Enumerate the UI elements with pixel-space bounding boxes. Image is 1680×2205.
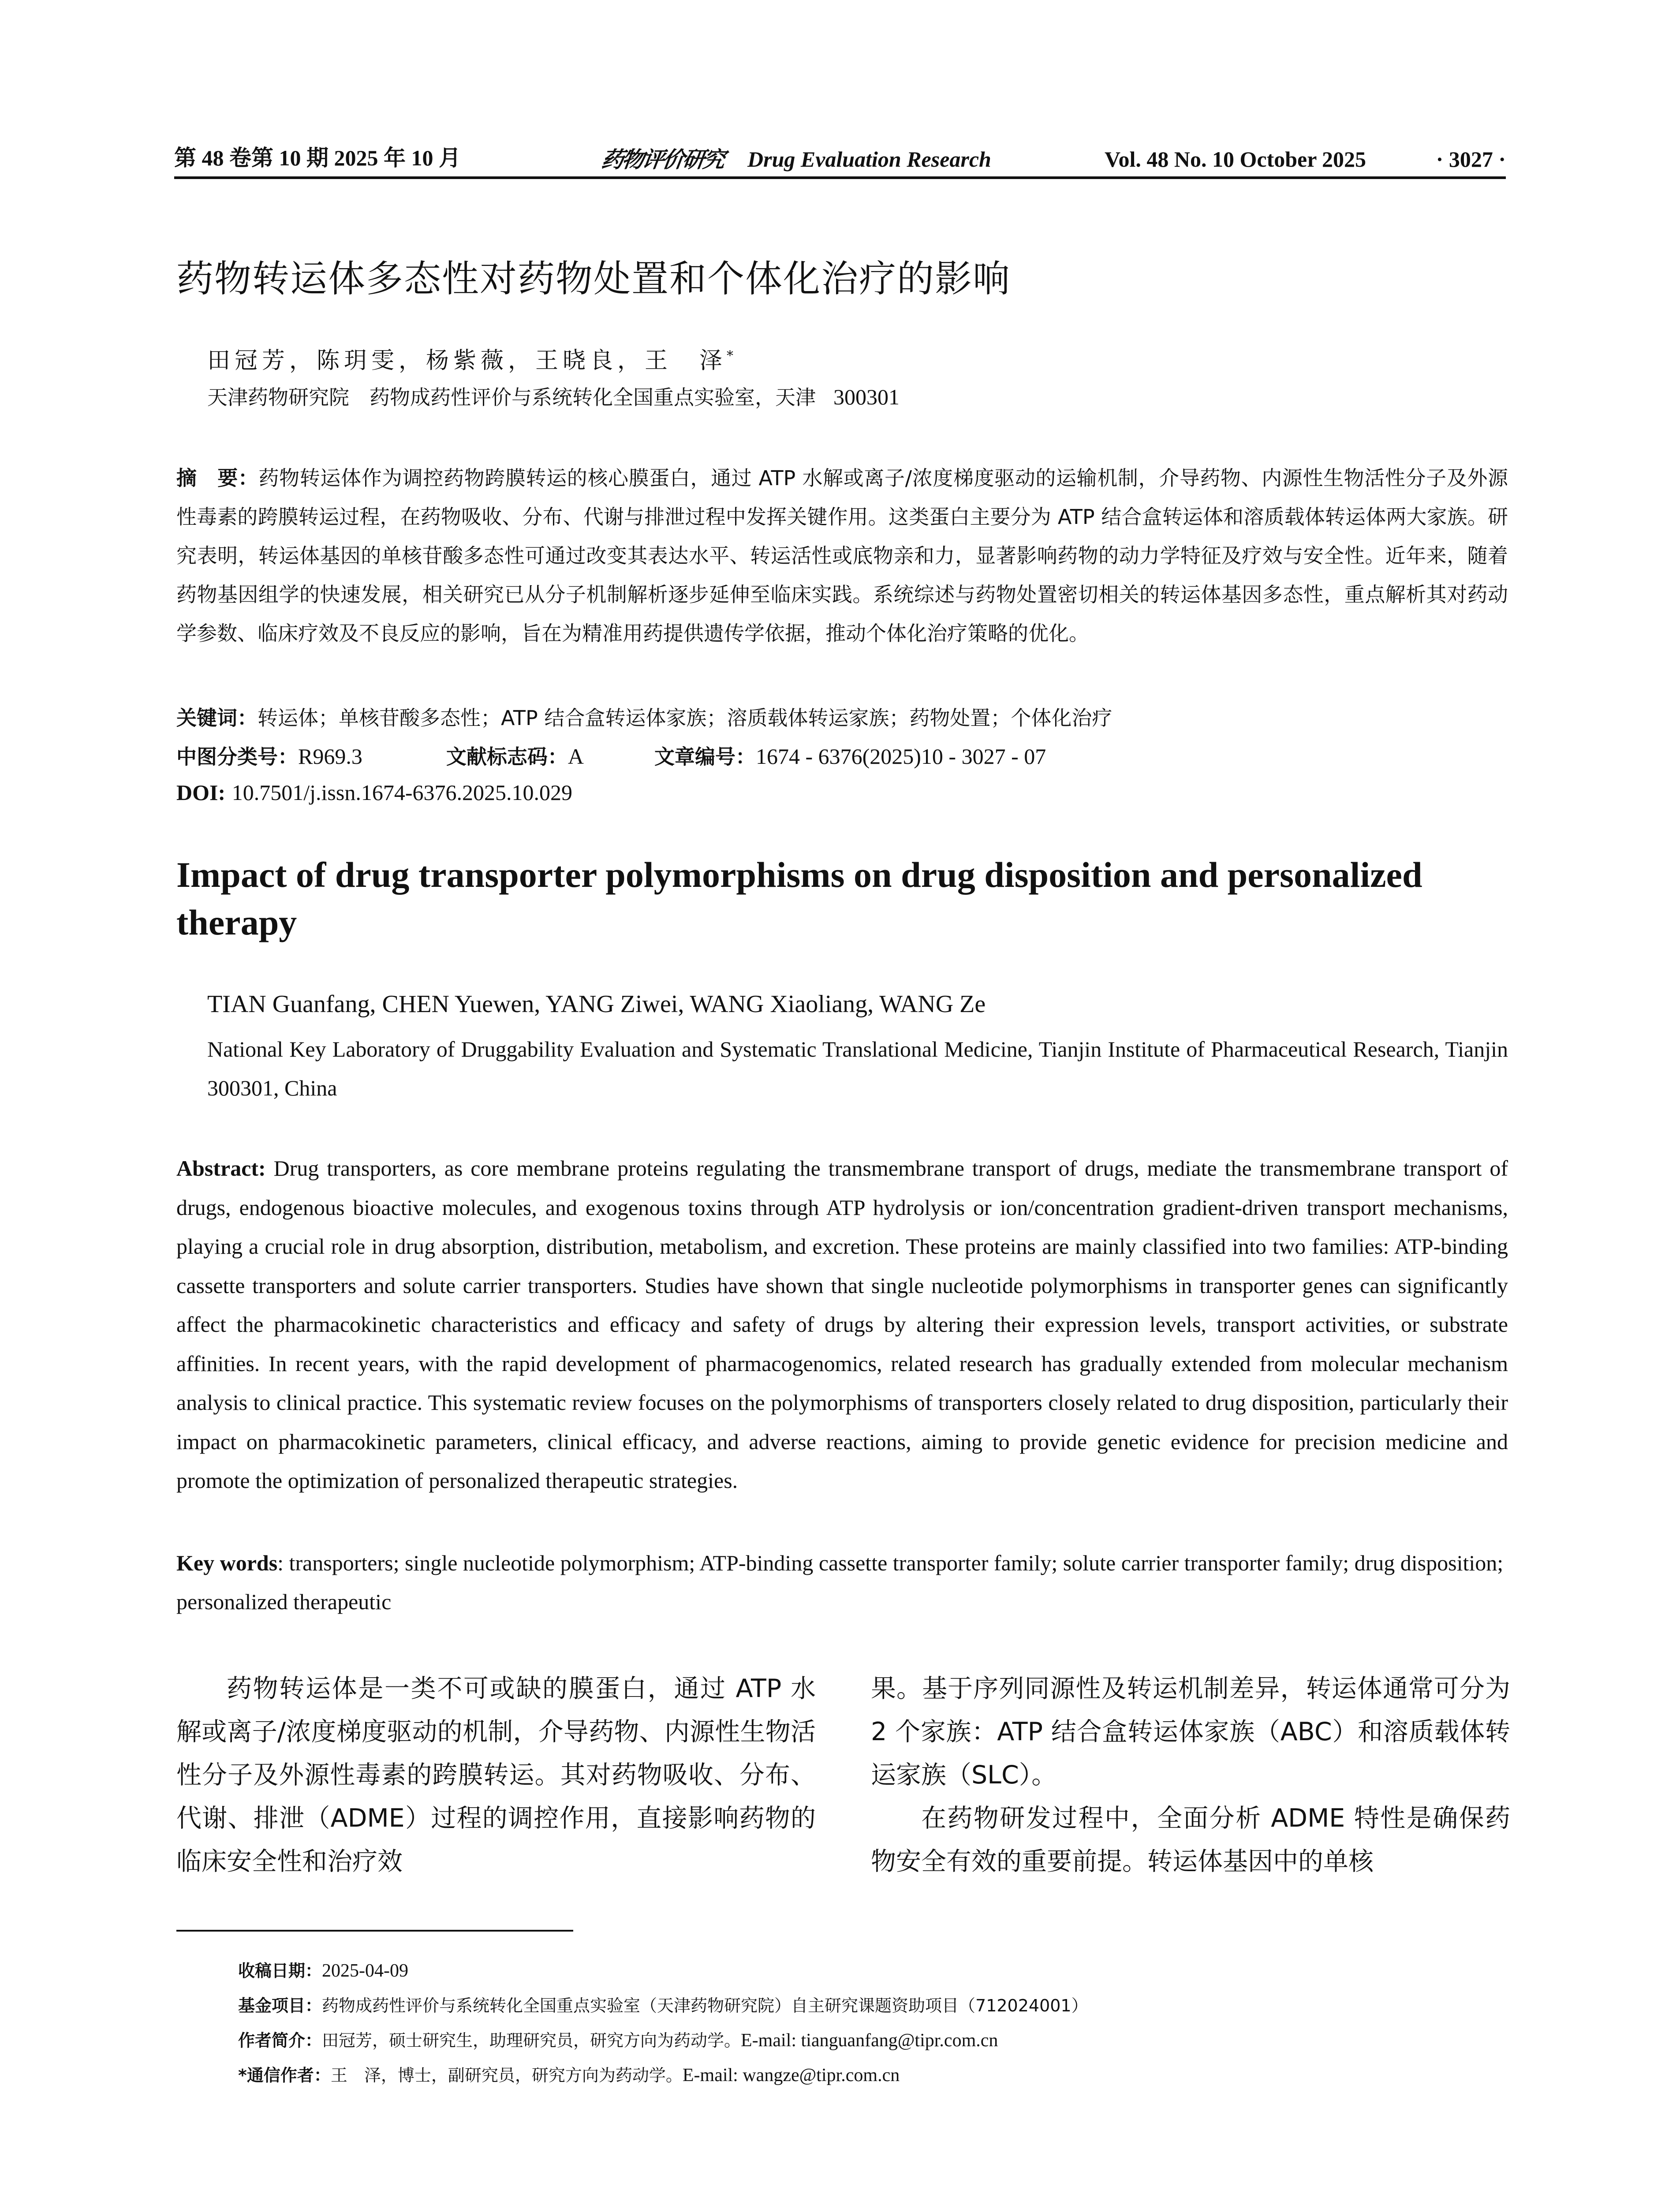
footnote-rule (176, 1930, 573, 1932)
corresponding-mark: * (727, 348, 734, 364)
author-value: 田冠芳，硕士研究生，助理研究员，研究方向为药动学。 (322, 2031, 741, 2050)
footnote-fund (238, 1988, 1088, 2023)
abstract-en-label: Abstract: (176, 1156, 266, 1181)
corr-value: 王 泽，博士，副研究员，研究方向为药动学。 (330, 2066, 683, 2085)
classification-line (176, 741, 1508, 770)
body-paragraph: 果。基于序列同源性及转运机制差异，转运体通常可分为 2 个家族：ATP 结合盒转运体家族（ABC）和溶质载体转运家族（SLC）。 (871, 1674, 1510, 1790)
keywords-en-label: Key words (176, 1551, 278, 1575)
article-no-value: 1674 - 6376(2025)10 - 3027 - 07 (755, 744, 1046, 769)
abstract-en (176, 1149, 1508, 1500)
doi-label: DOI: (176, 780, 226, 805)
fund-value: 药物成药性评价与系统转化全国重点实验室（天津药物研究院）自主研究课题资助项目（712024001） (322, 1996, 1088, 2015)
received-label: 收稿日期： (238, 1961, 322, 1981)
affiliation-cn-text: 天津药物研究院 药物成药性评价与系统转化全国重点实验室，天津 (207, 385, 816, 409)
received-value: 2025-04-09 (322, 1961, 408, 1981)
footnotes (238, 1954, 1088, 2093)
article-no-label: 文章编号： (654, 745, 756, 769)
abstract-cn (176, 459, 1508, 653)
keywords-cn-text: 转运体；单核苷酸多态性；ATP 结合盒转运体家族；溶质载体转运家族；药物处置；个体化治疗 (258, 706, 1113, 730)
clc-value: R969.3 (298, 744, 362, 769)
body-column-left (176, 1667, 816, 1883)
abstract-cn-text: 药物转运体作为调控药物跨膜转运的核心膜蛋白，通过 ATP 水解或离子/浓度梯度驱动的运输机制，介导药物、内源性生物活性分子及外源性毒素的跨膜转运过程，在药物吸收、分布、代谢与排泄过程中发挥关键作用。这类蛋白主要分为 ATP 结合盒转运体和溶质载体转运体两大家族。研究表明，转运体基因的单核苷酸多态性可通过改变其表达水平、转运活性或底物亲和力，显著影响药物的动力学特征及疗效与安全性。近年来，随着药物基因组学的快速发展，相关研究已从分子机制解析逐步延伸至临床实践。系统综述与药物处置密切相关的转运体基因多态性，重点解析其对药动学参数、临床疗效及不良反应的影响，旨在为精准用药提供遗传学依据，推动个体化治疗策略的优化。 (176, 466, 1508, 645)
keywords-en-text: : transporters; single nucleotide polymorphism; ATP-binding cassette transporter family; solute carrier transporter family; drug disposition; personalized therapeutic (176, 1551, 1504, 1614)
author-email[interactable]: E-mail: tianguanfang@tipr.com.cn (741, 2030, 998, 2051)
keywords-cn (176, 702, 1508, 731)
clc-label: 中图分类号： (176, 745, 298, 769)
footnote-received (238, 1954, 1088, 1988)
authors-en: TIAN Guanfang, CHEN Yuewen, YANG Ziwei, WANG Xiaoliang, WANG Ze (207, 990, 986, 1018)
footnote-author (238, 2023, 1088, 2058)
authors-cn-text: 田冠芳，陈玥雯，杨紫薇，王晓良，王 泽 (207, 348, 727, 374)
affiliation-cn (207, 381, 900, 411)
doi-line (176, 780, 1508, 805)
running-header (174, 140, 1506, 176)
abstract-cn-label: 摘 要： (176, 466, 259, 490)
fund-label: 基金项目： (238, 1996, 322, 2015)
corr-email[interactable]: E-mail: wangze@tipr.com.cn (682, 2065, 900, 2085)
volume-info-en: Vol. 48 No. 10 October 2025 (1105, 147, 1366, 172)
body-paragraph: 在药物研发过程中，全面分析 ADME 特性是确保药物安全有效的重要前提。转运体基因中的单核 (871, 1804, 1510, 1876)
abstract-en-text: Drug transporters, as core membrane proteins regulating the transmembrane transport of drugs, mediate the transmembrane transport of drugs, endogenous bioactive molecules, and exogenous toxins through ATP hydrolysis or ion/concentration gradient-driven transport mechanisms, playing a crucial role in drug absorption, distribution, metabolism, and excretion. These proteins are mainly classified into two families: ATP-binding cassette transporters and solute carrier transporters. Studies have shown that single nucleotide polymorphisms in transporter genes can significantly affect the pharmacokinetic characteristics and efficacy and safety of drugs by altering their expression levels, transport activities, or substrate affinities. In recent years, with the rapid development of pharmacogenomics, related research has gradually extended from molecular mechanism analysis to clinical practice. This systematic review focuses on the polymorphisms of transporters closely related to drug disposition, particularly their impact on pharmacokinetic parameters, clinical efficacy, and adverse reactions, aiming to provide genetic evidence for precision medicine and promote the optimization of personalized therapeutic strategies. (176, 1156, 1508, 1493)
body-paragraph: 药物转运体是一类不可或缺的膜蛋白，通过 ATP 水解或离子/浓度梯度驱动的机制，介导药物、内源性生物活性分子及外源性毒素的跨膜转运。其对药物吸收、分布、代谢、排泄（ADME）过程的调控作用，直接影响药物的临床安全性和治疗效 (176, 1674, 816, 1876)
affiliation-en: National Key Laboratory of Druggability Evaluation and Systematic Translational Medicine, Tianjin Institute of Pharmaceutical Research, Tianjin 300301, China (207, 1037, 1508, 1100)
header-rule (174, 176, 1506, 179)
corr-label: *通信作者： (238, 2066, 331, 2085)
footnote-corresponding (238, 2058, 1088, 2093)
authors-cn (207, 342, 733, 375)
doc-code-value: A (567, 744, 584, 769)
doc-code-label: 文献标志码： (446, 745, 568, 769)
page-number: · 3027 · (1436, 147, 1506, 172)
keywords-en (176, 1544, 1508, 1621)
issue-info-cn: 第 48 卷第 10 期 2025 年 10 月 (174, 146, 461, 170)
journal-name-en: Drug Evaluation Research (747, 147, 991, 172)
doi-link[interactable]: 10.7501/j.issn.1674-6376.2025.10.029 (231, 780, 572, 805)
postcode: 300301 (833, 385, 900, 409)
author-label: 作者简介： (238, 2031, 322, 2050)
body-column-right (871, 1667, 1510, 1883)
title-cn: 药物转运体多态性对药物处置和个体化治疗的影响 (176, 257, 1011, 300)
title-en: Impact of drug transporter polymorphisms on drug disposition and personalized therapy (176, 855, 1422, 942)
keywords-cn-label: 关键词： (176, 706, 258, 730)
journal-logo: 药物评价研究 (600, 146, 725, 172)
